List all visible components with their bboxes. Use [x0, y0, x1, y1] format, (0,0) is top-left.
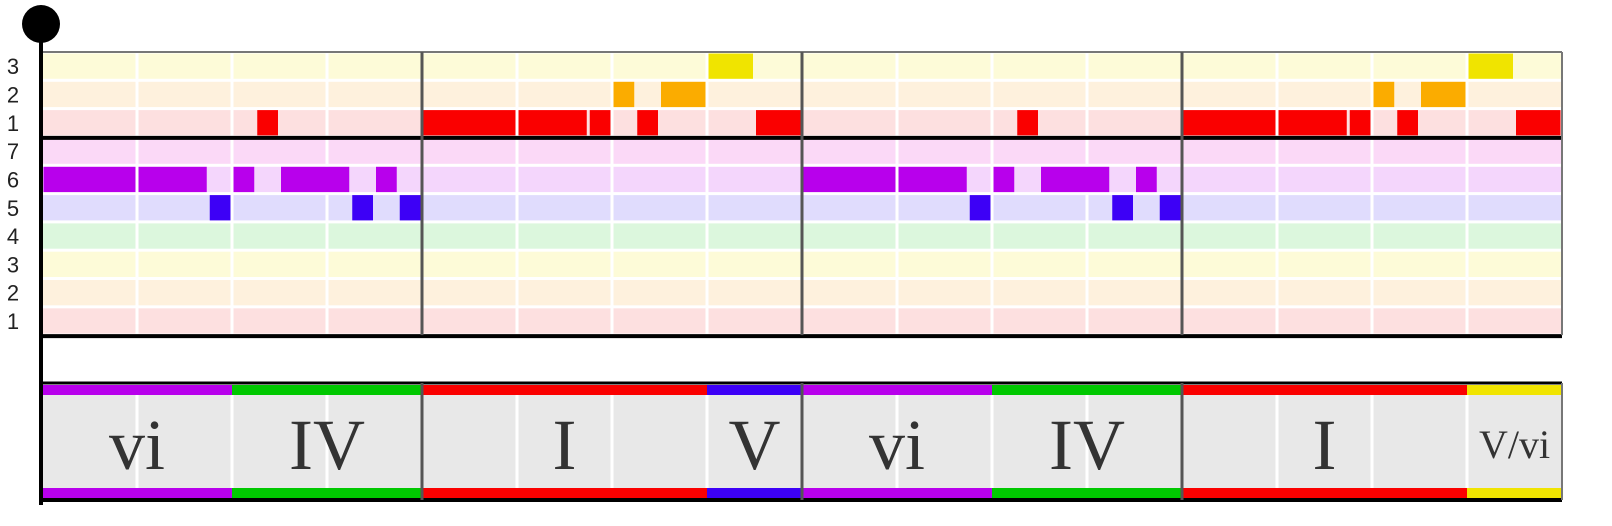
chord-label: I: [1312, 405, 1337, 485]
chord-strip-top: [1182, 385, 1467, 395]
chord-strip-bottom: [42, 488, 232, 498]
note-block[interactable]: [519, 110, 587, 135]
note-block[interactable]: [424, 110, 516, 135]
row-label-layer: [7, 54, 19, 334]
row-label-upper-2: 2: [6, 82, 20, 108]
row-label-middle-6: 6: [6, 167, 20, 193]
note-block[interactable]: [1112, 195, 1133, 220]
chord-label: V/vi: [1478, 422, 1551, 467]
note-block[interactable]: [756, 110, 801, 135]
note-block[interactable]: [970, 195, 991, 220]
row-label-middle-5: 5: [6, 195, 20, 221]
note-block[interactable]: [1184, 110, 1276, 135]
note-block[interactable]: [1350, 110, 1371, 135]
note-block[interactable]: [1421, 82, 1466, 107]
chord-strip-bottom: [1182, 488, 1467, 498]
note-block[interactable]: [400, 195, 421, 220]
note-block[interactable]: [352, 195, 373, 220]
chord-strip-top: [1467, 385, 1562, 395]
note-block[interactable]: [1516, 110, 1561, 135]
row-label-middle-1: 1: [6, 308, 20, 334]
chord-label: vi: [868, 405, 926, 485]
note-block[interactable]: [1041, 167, 1109, 192]
note-block[interactable]: [661, 82, 706, 107]
chord-strip-top: [42, 385, 232, 395]
chord-label: I: [552, 405, 577, 485]
note-block[interactable]: [1136, 167, 1157, 192]
row-label-middle-2: 2: [6, 280, 20, 306]
row-label-upper-3: 3: [6, 54, 20, 80]
note-block[interactable]: [1397, 110, 1418, 135]
chord-strip-top: [992, 385, 1182, 395]
note-block[interactable]: [281, 167, 349, 192]
chord-strip-top: [707, 385, 802, 395]
note-block[interactable]: [1374, 82, 1395, 107]
chord-strip-bottom: [707, 488, 802, 498]
row-label-middle-3: 3: [6, 252, 20, 278]
chord-label: IV: [289, 405, 365, 485]
note-block[interactable]: [139, 167, 207, 192]
note-block[interactable]: [44, 167, 136, 192]
chord-label: IV: [1049, 405, 1125, 485]
chord-strip-bottom: [1467, 488, 1562, 498]
note-block[interactable]: [257, 110, 278, 135]
row-label-middle-4: 4: [6, 224, 20, 250]
note-block[interactable]: [234, 167, 255, 192]
chord-strip-bottom: [422, 488, 707, 498]
note-block[interactable]: [210, 195, 231, 220]
playhead-knob-icon[interactable]: [22, 5, 60, 43]
note-block[interactable]: [709, 54, 754, 79]
row-label-middle-7: 7: [6, 139, 20, 165]
chord-label: V: [728, 405, 781, 485]
note-block[interactable]: [614, 82, 635, 107]
chord-strip-top: [802, 385, 992, 395]
note-block[interactable]: [637, 110, 658, 135]
row-label-upper-1: 1: [6, 110, 20, 136]
note-block[interactable]: [1279, 110, 1347, 135]
note-block[interactable]: [899, 167, 967, 192]
note-block[interactable]: [590, 110, 611, 135]
note-block[interactable]: [1469, 54, 1514, 79]
chord-label: vi: [108, 405, 166, 485]
note-block[interactable]: [804, 167, 896, 192]
chord-strip-bottom: [992, 488, 1182, 498]
chord-strip-top: [422, 385, 707, 395]
note-block[interactable]: [994, 167, 1015, 192]
note-block[interactable]: [376, 167, 397, 192]
note-block[interactable]: [1160, 195, 1181, 220]
note-block[interactable]: [1017, 110, 1038, 135]
chord-strip-bottom: [802, 488, 992, 498]
chord-strip-bottom: [232, 488, 422, 498]
chord-strip-top: [232, 385, 422, 395]
